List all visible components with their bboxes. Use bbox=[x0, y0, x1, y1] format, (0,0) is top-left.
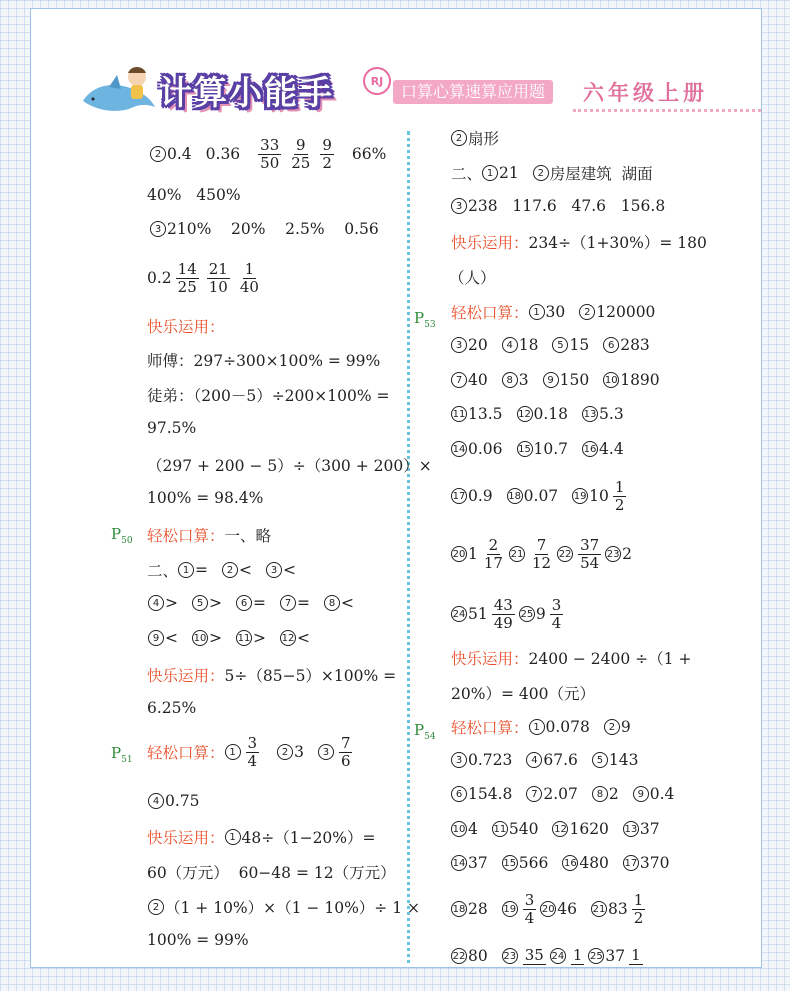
circled-number: 4 bbox=[526, 752, 542, 768]
answer-line: 97.5% bbox=[147, 419, 197, 437]
answer-line: 11 13.5 12 0.18 13 5.3 bbox=[452, 405, 624, 423]
fraction: 35 bbox=[524, 946, 544, 965]
answer-line: （人） bbox=[449, 269, 496, 287]
answer-line: 二、 1 21 2 房屋建筑 湖面 bbox=[451, 164, 653, 183]
circled-number: 5 bbox=[552, 337, 568, 353]
page-marker: $P_{53}$ bbox=[414, 309, 436, 330]
fraction: $\frac{2}{17}$ bbox=[483, 536, 503, 572]
circled-number: 6 bbox=[603, 337, 619, 353]
answer-line: 轻松口算： 一、略 bbox=[147, 527, 272, 545]
fraction: $\frac{1}{2}$ bbox=[633, 891, 644, 927]
dolphin-mascot-icon bbox=[79, 61, 159, 117]
circled-number: 1 bbox=[482, 165, 498, 181]
circled-number: 5 bbox=[192, 595, 208, 611]
circled-number: 1 bbox=[529, 304, 545, 320]
circled-number: 3 bbox=[266, 562, 282, 578]
circled-number: 20 bbox=[540, 901, 556, 917]
circled-number: 17 bbox=[623, 855, 639, 871]
answer-line: 2 扇形 bbox=[451, 127, 499, 149]
answer-line: 18 28 19 $\frac{3}{4}$ 20 46 21 83 $\frac{1}{2}$ bbox=[452, 891, 644, 927]
circled-number: 3 bbox=[451, 752, 467, 768]
circled-number: 11 bbox=[492, 821, 508, 837]
fraction: $\frac{3}{4}$ bbox=[247, 734, 258, 770]
answer-line: （297 + 200 − 5）÷（300 + 200）× bbox=[147, 457, 432, 475]
circled-number: 10 bbox=[603, 372, 619, 388]
circled-number: 1 bbox=[225, 744, 241, 760]
fraction: $\frac{1}{40}$ bbox=[239, 260, 259, 296]
edition-badge: RJ bbox=[363, 67, 391, 95]
answer-line: 4 > 5 > 6 = 7 = 8 < bbox=[148, 594, 354, 612]
circled-number: 13 bbox=[623, 821, 639, 837]
fraction: $\frac{9}{25}$ bbox=[291, 136, 311, 172]
circled-number: 1 bbox=[529, 719, 545, 735]
circled-number: 25 bbox=[519, 606, 535, 622]
circled-number: 11 bbox=[451, 406, 467, 422]
answer-line-cut-off: 22 80 23 35 24 1 25 37 1 bbox=[452, 946, 641, 965]
circled-number: 7 bbox=[280, 595, 296, 611]
answer-line: 快乐运用： 2400 − 2400 ÷（1 + bbox=[451, 650, 692, 668]
answer-line: 4 0.75 bbox=[148, 792, 200, 810]
answer-line: 3 238 117.6 47.6 156.8 bbox=[451, 197, 665, 215]
circled-number: 8 bbox=[592, 786, 608, 802]
fraction: 1 bbox=[572, 946, 583, 965]
circled-number: 15 bbox=[517, 441, 533, 457]
circled-number: 20 bbox=[451, 546, 467, 562]
fraction: $\frac{3}{4}$ bbox=[551, 596, 562, 632]
answer-line: 快乐运用： 1 48÷（1−20%）= bbox=[147, 829, 376, 847]
fraction: $\frac{7}{12}$ bbox=[531, 536, 552, 572]
circled-number: 2 bbox=[150, 146, 166, 162]
circled-number: 13 bbox=[582, 406, 598, 422]
circled-number: 3 bbox=[150, 221, 166, 237]
circled-number: 22 bbox=[451, 948, 467, 964]
circled-number: 6 bbox=[451, 786, 467, 802]
fraction: $\frac{7}{6}$ bbox=[340, 734, 351, 770]
circled-number: 2 bbox=[222, 562, 238, 578]
fraction: $\frac{1}{2}$ bbox=[614, 478, 625, 514]
answer-line: 3 210% 20% 2.5% 0.56 bbox=[150, 220, 379, 238]
circled-number: 24 bbox=[451, 606, 467, 622]
answer-line: 快乐运用： 5÷（85−5）×100% = bbox=[147, 667, 397, 685]
answer-line: 二、 1 = 2 < 3 < bbox=[147, 561, 297, 580]
section-label: 快乐运用： bbox=[147, 318, 225, 336]
answer-line: 6.25% bbox=[147, 699, 197, 717]
answer-line: 3 0.723 4 67.6 5 143 bbox=[451, 751, 638, 769]
series-subtitle: 口算心算速算应用题 bbox=[393, 80, 553, 104]
circled-number: 2 bbox=[579, 304, 595, 320]
circled-number: 4 bbox=[148, 595, 164, 611]
answer-line: 40% 450% bbox=[147, 186, 241, 204]
answer-line: 17 0.9 18 0.07 19 10 $\frac{1}{2}$ bbox=[452, 478, 625, 514]
answer-line: 6 154.8 7 2.07 8 2 9 0.4 bbox=[451, 785, 674, 803]
circled-number: 5 bbox=[592, 752, 608, 768]
circled-number: 22 bbox=[557, 546, 573, 562]
grade-label: 六年级上册 bbox=[583, 81, 708, 105]
circled-number: 2 bbox=[148, 899, 164, 915]
answer-line: 9 < 10 > 11 > 12 < bbox=[148, 629, 310, 647]
circled-number: 3 bbox=[318, 744, 334, 760]
circled-number: 15 bbox=[502, 855, 518, 871]
circled-number: 4 bbox=[502, 337, 518, 353]
circled-number: 16 bbox=[562, 855, 578, 871]
fraction: $\frac{37}{54}$ bbox=[580, 536, 600, 572]
answer-line: 徒弟：（200－5）÷200×100% = bbox=[147, 387, 390, 405]
answer-line: 2 0.4 0.36 $\frac{33}{50}$ $\frac{9}{25}$ $\frac{9}{2}$ 66% bbox=[150, 137, 386, 171]
circled-number: 11 bbox=[236, 630, 252, 646]
header-dotted-rule bbox=[573, 109, 761, 112]
answer-line: 轻松口算： 1 0.078 2 9 bbox=[451, 718, 631, 737]
circled-number: 21 bbox=[509, 546, 525, 562]
answer-line: 14 37 15 566 16 480 17 370 bbox=[452, 854, 670, 872]
answer-line: 100% = 98.4% bbox=[147, 489, 264, 507]
circled-number: 23 bbox=[502, 948, 518, 964]
circled-number: 3 bbox=[451, 337, 467, 353]
answer-line: 20 1 $\frac{2}{17}$ 21 $\frac{7}{12}$ 22 $\frac{37}{54}$ 23 2 bbox=[452, 536, 633, 572]
circled-number: 7 bbox=[451, 372, 467, 388]
circled-number: 8 bbox=[324, 595, 340, 611]
circled-number: 14 bbox=[451, 855, 467, 871]
logo bbox=[159, 67, 334, 113]
answer-line: 10 4 11 540 12 1620 13 37 bbox=[452, 820, 660, 838]
header bbox=[31, 9, 761, 119]
circled-number: 3 bbox=[451, 198, 467, 214]
circled-number: 19 bbox=[502, 901, 518, 917]
page-marker: $P_{54}$ bbox=[414, 721, 436, 742]
circled-number: 18 bbox=[507, 488, 523, 504]
circled-number: 21 bbox=[591, 901, 607, 917]
fraction: $\frac{33}{50}$ bbox=[260, 136, 280, 172]
answer-line: 轻松口算： 1 $\frac{3}{4}$ 2 3 3 $\frac{7}{6}$ bbox=[147, 734, 351, 770]
circled-number: 2 bbox=[533, 165, 549, 181]
circled-number: 8 bbox=[502, 372, 518, 388]
circled-number: 9 bbox=[543, 372, 559, 388]
circled-number: 19 bbox=[572, 488, 588, 504]
page-marker: $P_{51}$ bbox=[111, 744, 133, 765]
circled-number: 1 bbox=[178, 562, 194, 578]
circled-number: 2 bbox=[451, 130, 467, 146]
circled-number: 9 bbox=[148, 630, 164, 646]
answer-line: 师傅：297÷300×100% = 99% bbox=[147, 352, 381, 370]
circled-number: 2 bbox=[277, 744, 293, 760]
circled-number: 7 bbox=[526, 786, 542, 802]
answer-line: 轻松口算： 1 30 2 120000 bbox=[451, 303, 656, 322]
circled-number: 2 bbox=[604, 719, 620, 735]
answer-line: 14 0.06 15 10.7 16 4.4 bbox=[452, 440, 624, 458]
answer-line: 60（万元） 60−48 = 12（万元） bbox=[147, 864, 396, 882]
circled-number: 24 bbox=[550, 948, 566, 964]
circled-number: 10 bbox=[451, 821, 467, 837]
circled-number: 14 bbox=[451, 441, 467, 457]
answer-line: 24 51 $\frac{43}{49}$ 25 9 $\frac{3}{4}$ bbox=[452, 596, 562, 632]
logo-text: 计算小能手 bbox=[159, 72, 334, 112]
circled-number: 18 bbox=[451, 901, 467, 917]
answer-line: 3 20 4 18 5 15 6 283 bbox=[451, 336, 650, 354]
circled-number: 6 bbox=[236, 595, 252, 611]
answer-line: 7 40 8 3 9 150 10 1890 bbox=[451, 371, 660, 389]
fraction: $\frac{3}{4}$ bbox=[524, 891, 535, 927]
circled-number: 23 bbox=[605, 546, 621, 562]
circled-number: 10 bbox=[192, 630, 208, 646]
answer-line: 0.2 $\frac{14}{25}$ $\frac{21}{10}$ $\frac{1}{40}$ bbox=[147, 260, 259, 296]
fraction: $\frac{9}{2}$ bbox=[322, 136, 332, 172]
circled-number: 12 bbox=[517, 406, 533, 422]
circled-number: 9 bbox=[633, 786, 649, 802]
page-marker: $P_{50}$ bbox=[111, 525, 133, 546]
circled-number: 16 bbox=[582, 441, 598, 457]
fraction: 1 bbox=[631, 946, 641, 965]
column-divider bbox=[407, 131, 410, 968]
page-panel bbox=[30, 8, 762, 968]
answer-line: 2 （1 + 10%）×（1 − 10%）÷ 1 × bbox=[148, 896, 420, 918]
circled-number: 1 bbox=[225, 829, 241, 845]
circled-number: 25 bbox=[588, 948, 604, 964]
answer-line: 20%）= 400（元） bbox=[451, 685, 595, 703]
fraction: $\frac{21}{10}$ bbox=[208, 260, 228, 296]
circled-number: 12 bbox=[280, 630, 296, 646]
circled-number: 17 bbox=[451, 488, 467, 504]
circled-number: 4 bbox=[148, 793, 164, 809]
answer-line: 快乐运用： 234÷（1+30%）= 180 bbox=[451, 234, 707, 252]
fraction: $\frac{43}{49}$ bbox=[493, 596, 513, 632]
fraction: $\frac{14}{25}$ bbox=[177, 260, 197, 296]
answer-line: 100% = 99% bbox=[147, 931, 249, 949]
circled-number: 12 bbox=[552, 821, 568, 837]
